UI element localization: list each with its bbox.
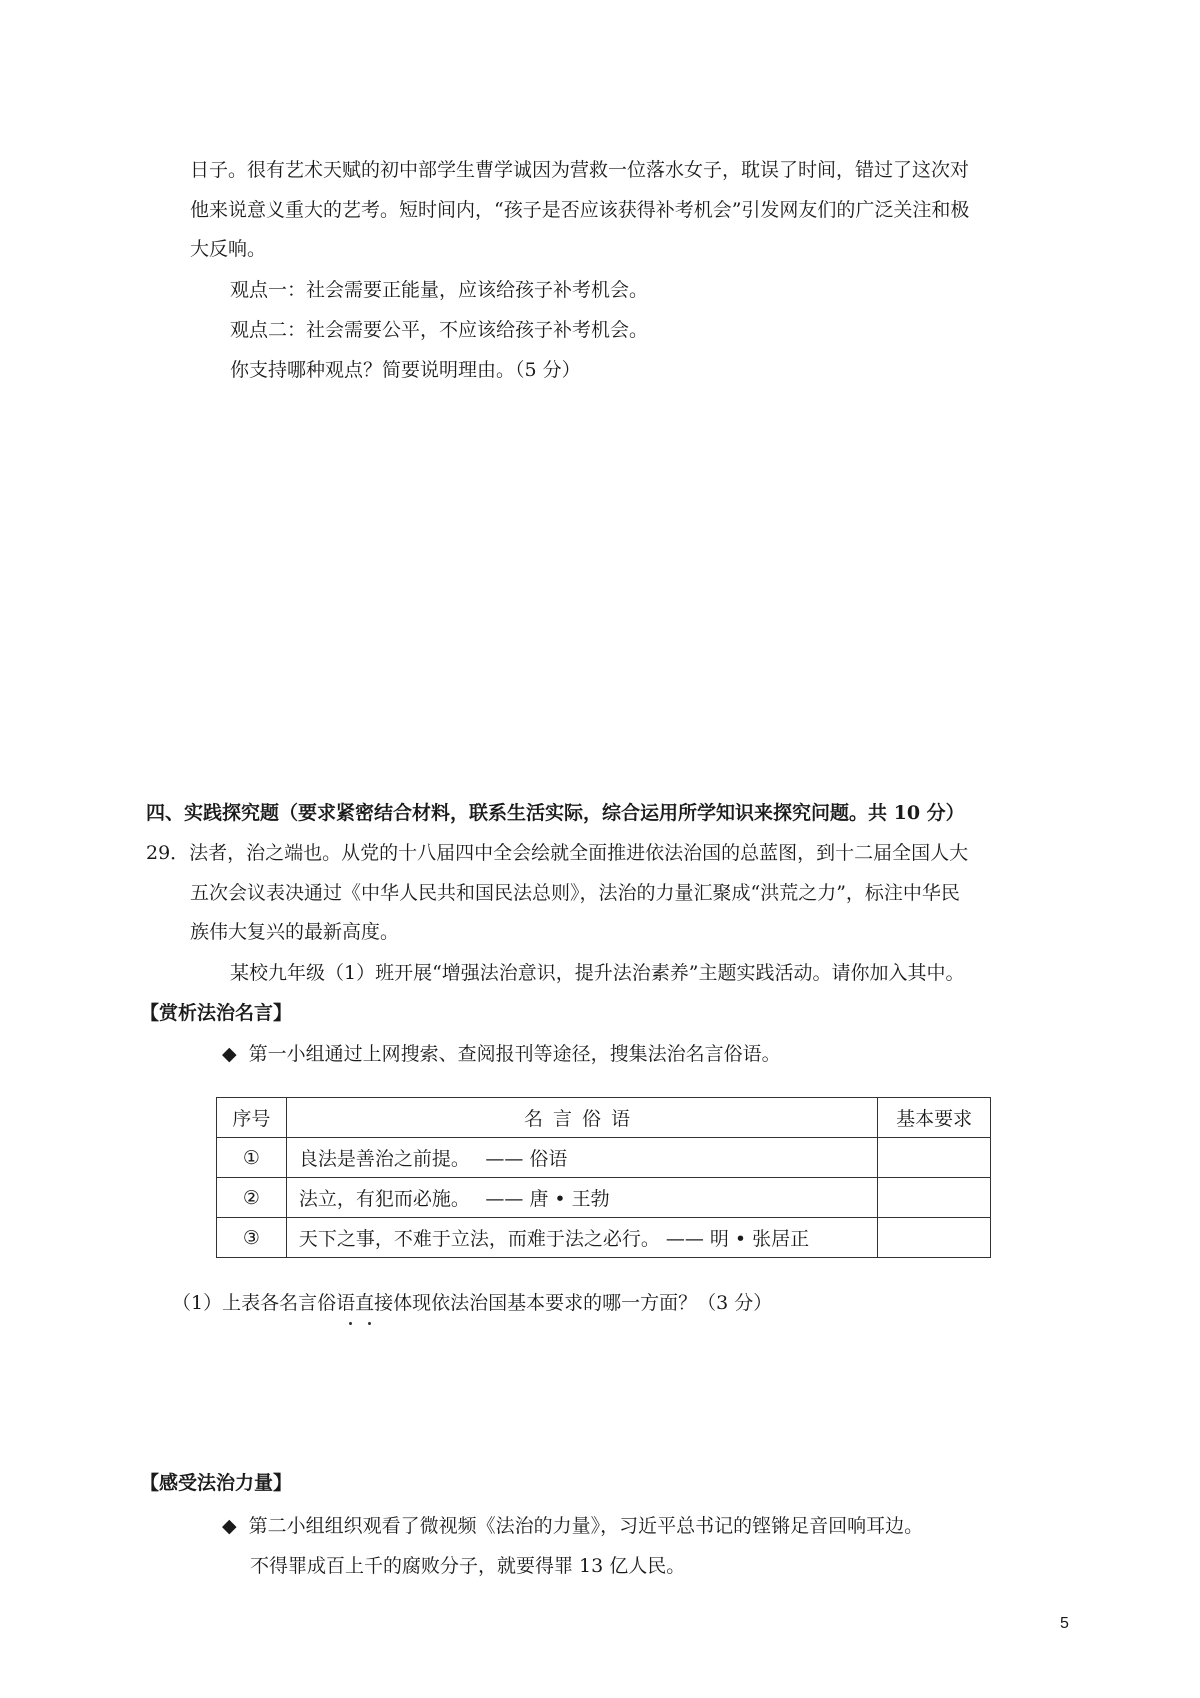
viewpoint-one: 观点一：社会需要正能量，应该给孩子补考机会。 xyxy=(230,279,649,301)
group1-text: 第一小组通过上网搜索、查阅报刊等途径，搜集法治名言俗语。 xyxy=(248,1043,781,1065)
group1-line xyxy=(222,1041,781,1067)
viewpoint-two: 观点二：社会需要公平，不应该给孩子补考机会。 xyxy=(230,319,649,341)
row-no: ② xyxy=(217,1178,287,1218)
header-requirement: 基本要求 xyxy=(878,1098,991,1138)
row-quote: 天下之事，不难于立法，而难于法之必行。 —— 明 • 张居正 xyxy=(286,1218,877,1258)
page-number: 5 xyxy=(1060,1615,1069,1632)
row-requirement xyxy=(878,1138,991,1178)
sub-question-1: （1）上表各名言俗语直接体现依法治国基本要求的哪一方面？（3 分） xyxy=(172,1292,773,1314)
q29-line: 29．法者，治之端也。从党的十八届四中全会绘就全面推进依法治国的总蓝图，到十二届全国人大 xyxy=(146,842,969,864)
group2-text: 第二小组组织观看了微视频《法治的力量》，习近平总书记的铿锵足音回响耳边。 xyxy=(248,1515,924,1537)
diamond-bullet-icon: ◆ xyxy=(222,1515,237,1537)
row-no: ③ xyxy=(217,1218,287,1258)
q29-line: 族伟大复兴的最新高度。 xyxy=(190,921,400,943)
q29-activity: 某校九年级（1）班开展“增强法治意识，提升法治素养”主题实践活动。请你加入其中。 xyxy=(230,962,965,984)
table-header-row xyxy=(217,1098,991,1138)
paragraph-line: 大反响。 xyxy=(190,238,267,260)
row-requirement xyxy=(878,1178,991,1218)
q29-line: 五次会议表决通过《中华人民共和国民法总则》，法治的力量汇聚成“洪荒之力”，标注中华民 xyxy=(190,882,960,904)
paragraph-line: 他来说意义重大的艺考。短时间内，“孩子是否应该获得补考机会”引发网友们的广泛关注和极 xyxy=(190,199,970,221)
row-no: ① xyxy=(217,1138,287,1178)
section-a-title: 【赏析法治名言】 xyxy=(140,1002,293,1024)
question-28: 你支持哪种观点？简要说明理由。（5 分） xyxy=(230,359,581,381)
table-row xyxy=(217,1218,991,1258)
xi-quote: 不得罪成百上千的腐败分子，就要得罪 13 亿人民。 xyxy=(250,1555,686,1577)
section-4-title: 四、实践探究题（要求紧密结合材料，联系生活实际，综合运用所学知识来探究问题。共 10 分） xyxy=(146,802,965,824)
quotes-table xyxy=(216,1097,991,1258)
diamond-bullet-icon: ◆ xyxy=(222,1043,237,1065)
section-b-title: 【感受法治力量】 xyxy=(140,1472,293,1494)
table-row xyxy=(217,1178,991,1218)
group2-line xyxy=(222,1513,923,1539)
paragraph-line: 日子。很有艺术天赋的初中部学生曹学诚因为营救一位落水女子，耽误了时间，错过了这次对 xyxy=(190,159,970,181)
emphasis-dot xyxy=(368,1322,371,1325)
table-row xyxy=(217,1138,991,1178)
header-no: 序号 xyxy=(217,1098,287,1138)
header-quote: 名言俗语 xyxy=(286,1098,877,1138)
row-quote: 法立，有犯而必施。 —— 唐 • 王勃 xyxy=(286,1178,877,1218)
row-requirement xyxy=(878,1218,991,1258)
emphasis-dot xyxy=(349,1322,352,1325)
row-quote: 良法是善治之前提。 —— 俗语 xyxy=(286,1138,877,1178)
